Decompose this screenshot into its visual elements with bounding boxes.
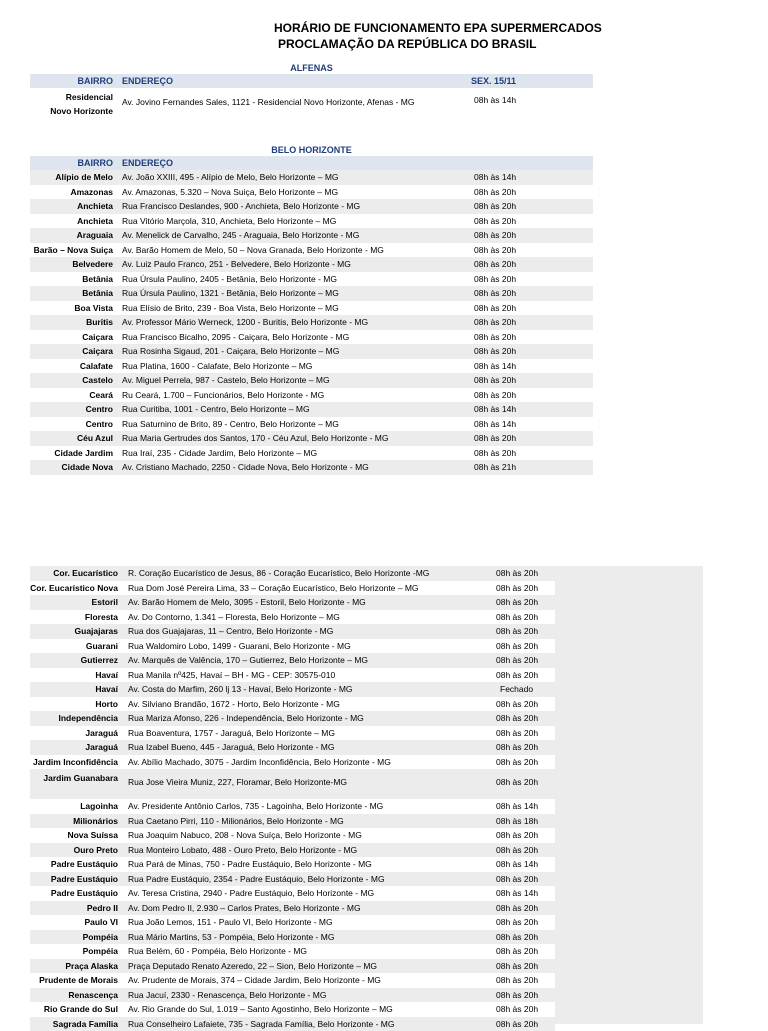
row-bairro: Padre Eustáquio <box>51 859 118 869</box>
row-horario: 08h às 20h <box>496 975 538 985</box>
row-bairro: Nova Suíssa <box>67 830 118 840</box>
table-row <box>30 286 593 301</box>
table-row <box>30 726 555 741</box>
row-endereco: Rua Joaquim Nabuco, 208 - Nova Suíça, Belo Horizonte - MG <box>128 830 362 840</box>
row-horario: 08h às 20h <box>496 1004 538 1014</box>
row-endereco: Rua Mariza Afonso, 226 - Independência, Belo Horizonte - MG <box>128 713 364 723</box>
row-bairro: Caiçara <box>82 332 113 342</box>
row-bairro: Havaí <box>95 684 118 694</box>
table-row <box>30 373 593 388</box>
row-horario: 08h às 14h <box>496 859 538 869</box>
row-bairro: Alípio de Melo <box>55 172 113 182</box>
table-row <box>30 886 555 901</box>
row-bairro: Jaraguá <box>85 728 118 738</box>
row-endereco: Rua Manila nº425, Havaí – BH - MG - CEP: 30575-010 <box>128 670 335 680</box>
table-row <box>30 446 593 461</box>
row-endereco: Rua Jose Vieira Muniz, 227, Floramar, Belo Horizonte-MG <box>128 777 347 787</box>
row-endereco: Rua Boaventura, 1757 - Jaraguá, Belo Horizonte – MG <box>128 728 335 738</box>
row-endereco: Praça Deputado Renato Azeredo, 22 – Sion, Belo Horizonte – MG <box>128 961 377 971</box>
table-belo-horizonte-continued <box>30 566 555 1031</box>
row-bairro: Cor. Eucarístico Nova <box>30 583 118 593</box>
row-bairro: Anchieta <box>77 201 113 211</box>
row-horario: 08h às 20h <box>496 990 538 1000</box>
row-horario: 08h às 20h <box>496 777 538 787</box>
row-horario: 08h às 14h <box>474 95 516 105</box>
row-horario: 08h às 20h <box>496 568 538 578</box>
row-horario: 08h às 20h <box>496 961 538 971</box>
row-endereco: Av. Costa do Marfim, 260 lj 13 - Havaí, Belo Horizonte - MG <box>128 684 353 694</box>
row-horario: 08h às 20h <box>474 303 516 313</box>
city-heading-belo-horizonte: BELO HORIZONTE <box>30 145 593 155</box>
row-horario: 08h às 14h <box>474 419 516 429</box>
document-title: HORÁRIO DE FUNCIONAMENTO EPA SUPERMERCADOS <box>274 21 602 35</box>
header-bairro: BAIRRO <box>78 76 114 86</box>
row-bairro: Gutierrez <box>81 655 118 665</box>
table-alfenas <box>30 74 593 118</box>
row-bairro: Floresta <box>85 612 118 622</box>
row-bairro: Renascença <box>68 990 118 1000</box>
table-row <box>30 199 593 214</box>
row-horario: 08h às 20h <box>496 917 538 927</box>
row-bairro: Jaraguá <box>85 742 118 752</box>
row-bairro: Rio Grande do Sul <box>44 1004 118 1014</box>
row-endereco: Rua Conselheiro Lafaiete, 735 - Sagrada Família, Belo Horizonte - MG <box>128 1019 394 1029</box>
row-bairro: Guajajaras <box>75 626 118 636</box>
table-row <box>30 915 555 930</box>
row-bairro: Céu Azul <box>77 433 113 443</box>
table-row <box>30 330 593 345</box>
row-endereco: Av. Prudente de Morais, 374 – Cidade Jardim, Belo Horizonte - MG <box>128 975 381 985</box>
row-horario: 08h às 20h <box>474 187 516 197</box>
table-row <box>30 581 555 596</box>
row-endereco: Rua Francisco Bicalho, 2095 - Caiçara, Belo Horizonte - MG <box>122 332 349 342</box>
table-row <box>30 417 593 432</box>
row-horario: 08h às 20h <box>496 830 538 840</box>
row-horario: 08h às 20h <box>496 1019 538 1029</box>
row-bairro: Betânia <box>82 288 113 298</box>
row-endereco: Rua Jacuí, 2330 - Renascença, Belo Horizonte - MG <box>128 990 326 1000</box>
row-horario: 08h às 14h <box>474 172 516 182</box>
row-endereco: Rua Rosinha Sigaud, 201 - Caiçara, Belo Horizonte – MG <box>122 346 339 356</box>
row-endereco: Av. Barão Homem de Melo, 50 – Nova Granada, Belo Horizonte - MG <box>122 245 384 255</box>
table-row <box>30 566 555 581</box>
row-endereco: Rua Platina, 1600 - Calafate, Belo Horizonte – MG <box>122 361 312 371</box>
row-horario: 08h às 20h <box>496 655 538 665</box>
table-row <box>30 769 555 799</box>
row-endereco: Rua João Lemos, 151 - Paulo VI, Belo Horizonte - MG <box>128 917 333 927</box>
table-row <box>30 301 593 316</box>
row-bairro: Centro <box>86 404 113 414</box>
table-row <box>30 740 555 755</box>
row-horario: 08h às 20h <box>496 670 538 680</box>
row-horario: Fechado <box>500 684 533 694</box>
row-endereco: Rua Dom José Pereira Lima, 33 – Coração Eucarístico, Belo Horizonte – MG <box>128 583 419 593</box>
row-horario: 08h às 14h <box>496 888 538 898</box>
header-bairro: BAIRRO <box>78 158 114 168</box>
table-row <box>30 610 555 625</box>
table-row <box>30 595 555 610</box>
row-horario: 08h às 20h <box>474 390 516 400</box>
table-row <box>30 315 593 330</box>
row-horario: 08h às 20h <box>496 757 538 767</box>
table-row <box>30 711 555 726</box>
row-bairro: Betânia <box>82 274 113 284</box>
row-bairro: Boa Vista <box>74 303 113 313</box>
table-row <box>30 828 555 843</box>
row-endereco: Av. Luiz Paulo Franco, 251 - Belvedere, Belo Horizonte - MG <box>122 259 351 269</box>
row-endereco: Av. Teresa Cristina, 2940 - Padre Eustáquio, Belo Horizonte - MG <box>128 888 374 898</box>
row-endereco: Rua Saturnino de Brito, 89 - Centro, Belo Horizonte – MG <box>122 419 339 429</box>
row-bairro: Calafate <box>80 361 113 371</box>
row-horario: 08h às 20h <box>474 448 516 458</box>
row-endereco: Av. Menelick de Carvalho, 245 - Araguaia, Belo Horizonte - MG <box>122 230 359 240</box>
row-horario: 08h às 20h <box>496 932 538 942</box>
row-horario: 08h às 20h <box>496 583 538 593</box>
row-endereco: Av. Professor Mário Werneck, 1200 - Buritis, Belo Horizonte - MG <box>122 317 368 327</box>
row-endereco: Rua Padre Eustáquio, 2354 - Padre Eustáquio, Belo Horizonte - MG <box>128 874 385 884</box>
row-endereco: Av. Do Contorno, 1.341 – Floresta, Belo Horizonte – MG <box>128 612 340 622</box>
table-row <box>30 653 555 668</box>
row-endereco: Rua Pará de Minas, 750 - Padre Eustáquio, Belo Horizonte - MG <box>128 859 372 869</box>
table-row <box>30 857 555 872</box>
row-bairro: Amazonas <box>70 187 113 197</box>
bairro-line2: Novo Horizonte <box>50 104 113 118</box>
row-endereco: Av. Amazonas, 5.320 – Nova Suiça, Belo Horizonte – MG <box>122 187 338 197</box>
row-horario: 08h às 20h <box>474 332 516 342</box>
row-bairro: Pompéia <box>83 932 118 942</box>
table-row <box>30 843 555 858</box>
table-row <box>30 170 593 185</box>
row-endereco: Rua Vitório Marçola, 310, Anchieta, Belo Horizonte – MG <box>122 216 336 226</box>
bairro-line1: Residencial <box>50 90 113 104</box>
row-endereco: Rua Maria Gertrudes dos Santos, 170 - Céu Azul, Belo Horizonte - MG <box>122 433 388 443</box>
table-row <box>30 431 593 446</box>
row-bairro: Buritis <box>86 317 113 327</box>
row-horario: 08h às 20h <box>474 317 516 327</box>
row-horario: 08h às 20h <box>474 274 516 284</box>
table-header <box>30 156 593 170</box>
row-bairro: Anchieta <box>77 216 113 226</box>
row-horario: 08h às 20h <box>496 742 538 752</box>
row-endereco: Rua Monteiro Lobato, 488 - Ouro Preto, Belo Horizonte - MG <box>128 845 357 855</box>
row-bairro: Pedro II <box>87 903 118 913</box>
table-row <box>30 624 555 639</box>
row-bairro: Ouro Preto <box>74 845 118 855</box>
row-endereco: Rua Úrsula Paulino, 2405 - Betânia, Belo Horizonte - MG <box>122 274 337 284</box>
row-horario: 08h às 20h <box>474 245 516 255</box>
row-endereco: R. Coração Eucarístico de Jesus, 86 - Coração Eucarístico, Belo Horizonte -MG <box>128 568 429 578</box>
row-endereco: Av. Dom Pedro II, 2.930 – Carlos Prates, Belo Horizonte - MG <box>128 903 361 913</box>
row-endereco: Rua Caetano Pirri, 110 - Milionários, Belo Horizonte - MG <box>128 816 344 826</box>
table-row <box>30 814 555 829</box>
row-bairro: Padre Eustáquio <box>51 888 118 898</box>
row-bairro: Prudente de Morais <box>39 975 118 985</box>
row-horario: 08h às 20h <box>474 433 516 443</box>
row-bairro: Centro <box>86 419 113 429</box>
row-horario: 08h às 20h <box>496 874 538 884</box>
row-endereco: Av. Jovino Fernandes Sales, 1121 - Residencial Novo Horizonte, Afenas - MG <box>122 97 414 107</box>
table-row <box>30 697 555 712</box>
row-endereco: Av. Silviano Brandão, 1672 - Horto, Belo Horizonte - MG <box>128 699 340 709</box>
row-bairro: Horto <box>95 699 118 709</box>
table-row <box>30 639 555 654</box>
row-endereco: Rua Izabel Bueno, 445 - Jaraguá, Belo Horizonte - MG <box>128 742 334 752</box>
row-horario: 08h às 20h <box>496 641 538 651</box>
table-row <box>30 460 593 475</box>
row-horario: 08h às 20h <box>496 612 538 622</box>
header-endereco: ENDEREÇO <box>122 76 173 86</box>
row-horario: 08h às 20h <box>474 201 516 211</box>
table-row <box>30 1002 555 1017</box>
row-endereco: Rua Úrsula Paulino, 1321 - Betânia, Belo Horizonte – MG <box>122 288 339 298</box>
row-endereco: Rua Curitiba, 1001 - Centro, Belo Horizonte – MG <box>122 404 310 414</box>
gray-column-panel <box>555 566 703 1024</box>
row-bairro: Ceará <box>89 390 113 400</box>
row-endereco: Ru Ceará, 1.700 – Funcionários, Belo Horizonte - MG <box>122 390 324 400</box>
row-horario: 08h às 20h <box>496 946 538 956</box>
row-bairro: Independência <box>58 713 118 723</box>
row-bairro: Barão – Nova Suiça <box>34 245 113 255</box>
row-horario: 08h às 20h <box>496 713 538 723</box>
row-endereco: Av. Rio Grande do Sul, 1.019 – Santo Agostinho, Belo Horizonte – MG <box>128 1004 393 1014</box>
table-row <box>30 228 593 243</box>
table-row <box>30 272 593 287</box>
row-bairro: Praça Alaska <box>65 961 118 971</box>
row-horario: 08h às 20h <box>474 259 516 269</box>
table-row <box>30 988 555 1003</box>
header-endereco: ENDEREÇO <box>122 158 173 168</box>
row-horario: 08h às 14h <box>474 361 516 371</box>
row-horario: 08h às 20h <box>474 230 516 240</box>
row-bairro <box>50 90 113 118</box>
table-row <box>30 944 555 959</box>
row-bairro: Padre Eustáquio <box>51 874 118 884</box>
row-bairro: Araguaia <box>77 230 113 240</box>
row-endereco: Av. Abílio Machado, 3075 - Jardim Inconfidência, Belo Horizonte - MG <box>128 757 391 767</box>
table-row <box>30 682 555 697</box>
table-row <box>30 755 555 770</box>
row-endereco: Av. Presidente Antônio Carlos, 735 - Lagoinha, Belo Horizonte - MG <box>128 801 383 811</box>
row-bairro: Castelo <box>82 375 113 385</box>
row-bairro: Belvedere <box>72 259 113 269</box>
row-bairro: Lagoinha <box>80 801 118 811</box>
table-row <box>30 185 593 200</box>
table-row <box>30 214 593 229</box>
row-horario: 08h às 20h <box>496 728 538 738</box>
row-endereco: Av. Cristiano Machado, 2250 - Cidade Nova, Belo Horizonte - MG <box>122 462 369 472</box>
row-bairro: Havaí <box>95 670 118 680</box>
row-endereco: Rua Francisco Deslandes, 900 - Anchieta, Belo Horizonte - MG <box>122 201 360 211</box>
row-endereco: Av. Barão Homem de Melo, 3095 - Estoril, Belo Horizonte - MG <box>128 597 366 607</box>
row-endereco: Rua Mário Martins, 53 - Pompéia, Belo Horizonte - MG <box>128 932 334 942</box>
row-bairro: Cidade Nova <box>62 462 114 472</box>
document-subtitle: PROCLAMAÇÃO DA REPÚBLICA DO BRASIL <box>278 37 536 51</box>
row-horario: 08h às 20h <box>474 288 516 298</box>
row-horario: 08h às 20h <box>474 346 516 356</box>
table-row <box>30 243 593 258</box>
city-heading-alfenas: ALFENAS <box>30 63 593 73</box>
table-belo-horizonte <box>30 156 593 475</box>
row-endereco: Av. João XXIII, 495 - Alípio de Melo, Belo Horizonte – MG <box>122 172 339 182</box>
row-endereco: Rua Waldomiro Lobo, 1499 - Guarani, Belo Horizonte - MG <box>128 641 351 651</box>
row-horario: 08h às 14h <box>474 404 516 414</box>
table-row <box>30 359 593 374</box>
row-bairro: Caiçara <box>82 346 113 356</box>
row-horario: 08h às 20h <box>496 626 538 636</box>
table-row <box>30 799 555 814</box>
row-bairro: Cidade Jardim <box>54 448 113 458</box>
table-row <box>30 88 593 118</box>
row-horario: 08h às 20h <box>496 903 538 913</box>
row-horario: 08h às 20h <box>474 216 516 226</box>
row-endereco: Av. Marquês de Valência, 170 – Gutierrez, Belo Horizonte – MG <box>128 655 368 665</box>
row-bairro: Sagrada Família <box>53 1019 118 1029</box>
row-bairro: Estoril <box>92 597 118 607</box>
row-bairro: Cor. Eucarístico <box>53 568 118 578</box>
row-endereco: Rua Iraí, 235 - Cidade Jardim, Belo Horizonte – MG <box>122 448 317 458</box>
table-row <box>30 344 593 359</box>
row-bairro: Guarani <box>86 641 118 651</box>
row-bairro: Pompéia <box>83 946 118 956</box>
table-row <box>30 388 593 403</box>
row-bairro: Paulo VI <box>84 917 118 927</box>
table-row <box>30 668 555 683</box>
row-horario: 08h às 20h <box>496 699 538 709</box>
table-row <box>30 930 555 945</box>
table-row <box>30 959 555 974</box>
table-header <box>30 74 593 88</box>
header-horario: SEX. 15/11 <box>471 76 516 86</box>
table-row <box>30 402 593 417</box>
row-endereco: Rua Belém, 60 - Pompéia, Belo Horizonte - MG <box>128 946 307 956</box>
row-bairro: Jardim Inconfidência <box>33 757 118 767</box>
row-horario: 08h às 20h <box>496 845 538 855</box>
row-bairro: Jardim Guanabara <box>43 771 118 786</box>
row-bairro: Milionários <box>73 816 118 826</box>
row-endereco: Av. Miguel Perrela, 987 - Castelo, Belo Horizonte – MG <box>122 375 330 385</box>
row-horario: 08h às 20h <box>496 597 538 607</box>
row-horario: 08h às 18h <box>496 816 538 826</box>
row-endereco: Rua dos Guajajaras, 11 – Centro, Belo Horizonte - MG <box>128 626 333 636</box>
table-row <box>30 901 555 916</box>
row-horario: 08h às 20h <box>474 375 516 385</box>
table-row <box>30 872 555 887</box>
row-horario: 08h às 21h <box>474 462 516 472</box>
table-row <box>30 973 555 988</box>
row-horario: 08h às 14h <box>496 801 538 811</box>
table-row <box>30 257 593 272</box>
row-endereco: Rua Elísio de Brito, 239 - Boa Vista, Belo Horizonte – MG <box>122 303 339 313</box>
